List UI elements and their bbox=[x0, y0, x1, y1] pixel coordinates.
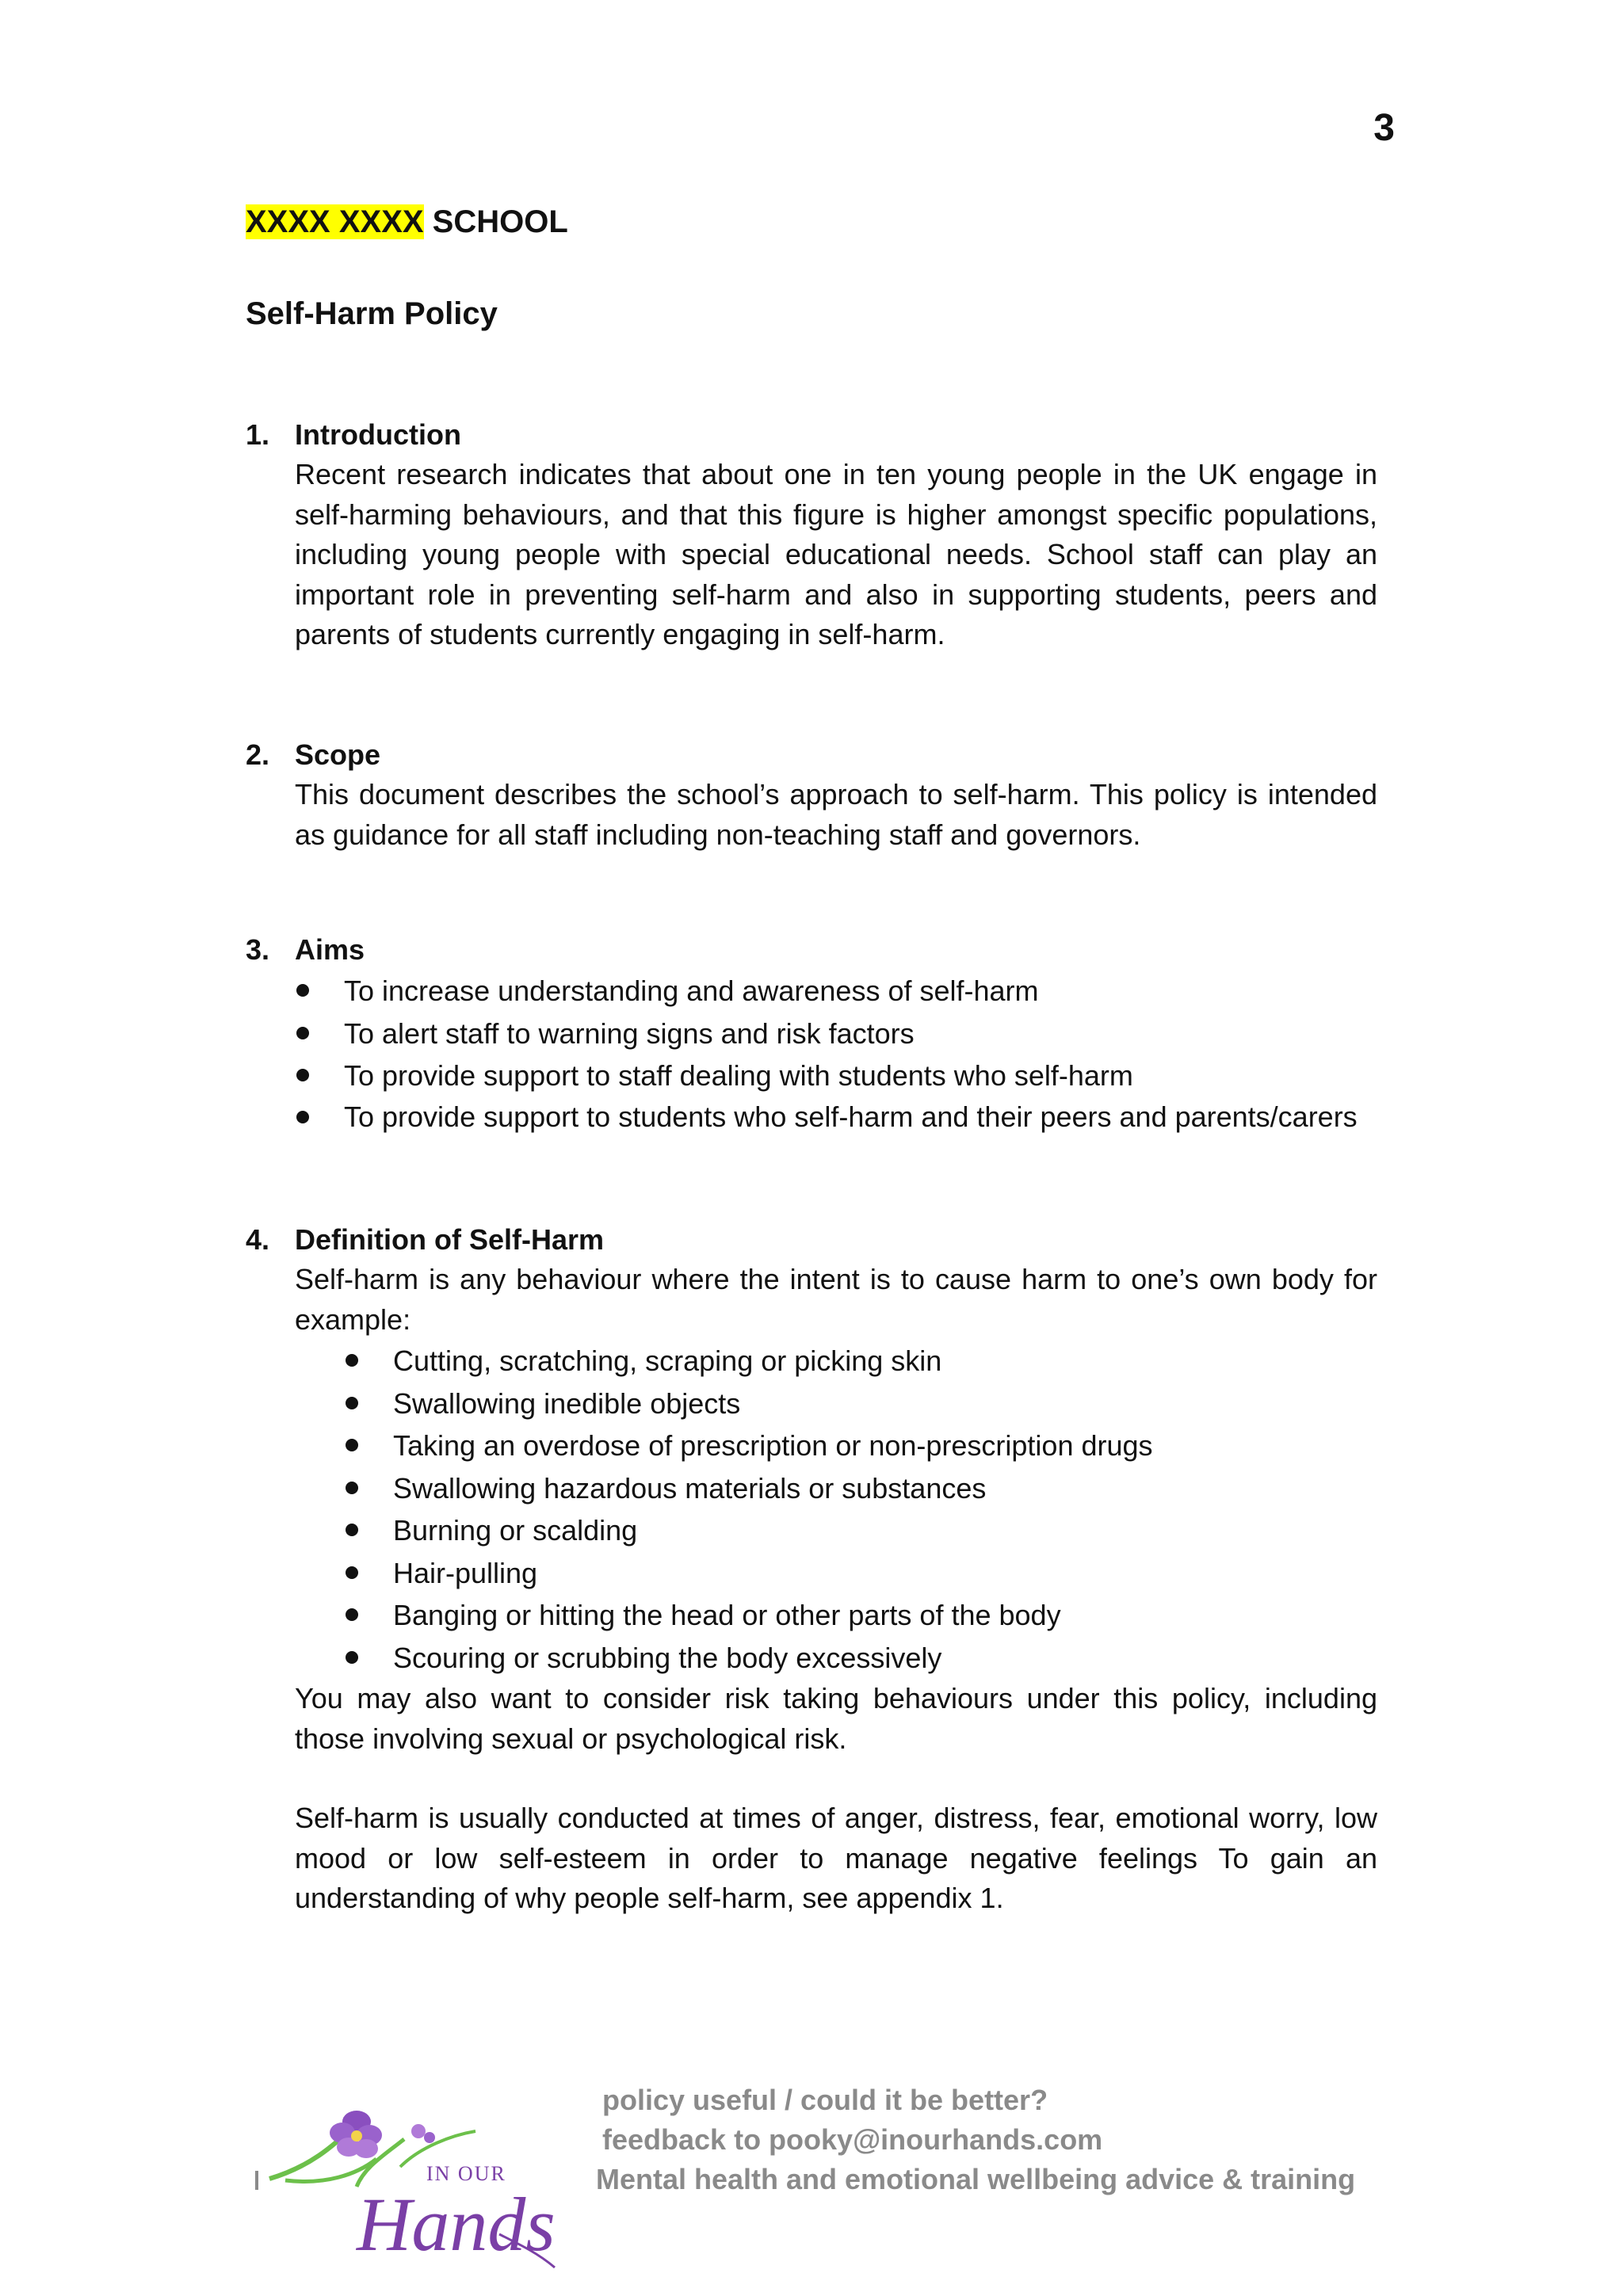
definition-intro: Self-harm is any behaviour where the intent is to cause harm to one’s own body for example: bbox=[295, 1263, 1377, 1336]
section-introduction bbox=[246, 415, 1377, 655]
section-aims bbox=[246, 930, 1377, 1137]
aim-text: To increase understanding and awareness of self-harm bbox=[344, 974, 1039, 1007]
logo-large-text: Hands bbox=[357, 2182, 556, 2267]
section-heading bbox=[246, 735, 1377, 775]
section-scope bbox=[246, 735, 1377, 855]
in-our-hands-logo bbox=[238, 2092, 602, 2275]
section-heading bbox=[246, 1220, 1377, 1260]
section-title: Definition of Self-Harm bbox=[295, 1223, 605, 1256]
section-definition bbox=[246, 1220, 1377, 1919]
list-item bbox=[393, 1467, 1377, 1510]
bullet-icon bbox=[296, 1069, 309, 1081]
example-text: Scouring or scrubbing the body excessively bbox=[393, 1641, 942, 1674]
aims-list bbox=[344, 970, 1377, 1137]
paragraph-gap bbox=[246, 1759, 1377, 1798]
section-heading bbox=[246, 930, 1377, 970]
list-item bbox=[344, 970, 1377, 1013]
list-item bbox=[393, 1552, 1377, 1595]
example-text: Swallowing inedible objects bbox=[393, 1386, 741, 1420]
definition-after-text: You may also want to consider risk taking behaviours under this policy, including those involving sexual or psychological risk. bbox=[295, 1682, 1377, 1755]
policy-title: Self-Harm Policy bbox=[246, 296, 498, 331]
list-item bbox=[344, 1055, 1377, 1097]
list-item bbox=[393, 1340, 1377, 1383]
bullet-icon bbox=[346, 1482, 358, 1494]
footer-line-1: policy useful / could it be better? bbox=[602, 2084, 1048, 2116]
aim-text: To alert staff to warning signs and risk factors bbox=[344, 1016, 915, 1050]
section-number: 1. bbox=[246, 418, 270, 451]
list-item bbox=[393, 1425, 1377, 1467]
bullet-icon bbox=[296, 1027, 309, 1039]
list-item bbox=[393, 1594, 1377, 1637]
example-text: Taking an overdose of prescription or non-prescription drugs bbox=[393, 1429, 1153, 1462]
self-harm-examples-list bbox=[393, 1340, 1377, 1679]
definition-closing-text: Self-harm is usually conducted at times of anger, distress, fear, emotional worry, low mood or low self-esteem in order to manage negative feelings To gain an understanding of why people self-harm, see appendix 1. bbox=[295, 1802, 1377, 1914]
section-title: Introduction bbox=[295, 418, 461, 451]
section-title: Aims bbox=[295, 933, 365, 966]
school-title-suffix: SCHOOL bbox=[423, 204, 568, 239]
section-title: Scope bbox=[295, 738, 381, 771]
bullet-icon bbox=[346, 1439, 358, 1451]
list-item bbox=[393, 1637, 1377, 1680]
scope-text: This document describes the school’s approach to self-harm. This policy is intended as guidance for all staff including non-teaching staff and governors. bbox=[295, 778, 1377, 851]
list-item bbox=[344, 1097, 1377, 1138]
logo-small-text: IN OUR bbox=[426, 2162, 506, 2185]
example-text: Cutting, scratching, scraping or picking skin bbox=[393, 1344, 942, 1377]
bullet-icon bbox=[346, 1397, 358, 1409]
bullet-icon bbox=[346, 1608, 358, 1621]
list-item bbox=[393, 1383, 1377, 1425]
bullet-icon bbox=[346, 1524, 358, 1536]
introduction-text: Recent research indicates that about one in ten young people in the UK engage in self-harming behaviours, and that this figure is higher amongst specific populations, including young people with special educational needs. School staff can play an important role in preventing self-harm and also in supporting students, peers and parents of students currently engaging in self-harm. bbox=[295, 458, 1377, 650]
school-title bbox=[246, 201, 568, 242]
list-item bbox=[393, 1509, 1377, 1552]
bullet-icon bbox=[346, 1354, 358, 1367]
bullet-icon bbox=[296, 1111, 309, 1123]
example-text: Burning or scalding bbox=[393, 1514, 638, 1547]
section-number: 3. bbox=[246, 933, 270, 966]
school-name-placeholder: XXXX XXXX bbox=[246, 204, 424, 239]
bullet-icon bbox=[296, 984, 309, 997]
section-heading bbox=[246, 415, 1377, 455]
aim-text: To provide support to staff dealing with students who self-harm bbox=[344, 1059, 1133, 1092]
page-number: 3 bbox=[1373, 107, 1395, 149]
section-number: 4. bbox=[246, 1223, 270, 1256]
bullet-icon bbox=[346, 1651, 358, 1664]
bullet-icon bbox=[346, 1566, 358, 1579]
footer-email-line: feedback to pooky@inourhands.com bbox=[602, 2123, 1103, 2156]
list-item bbox=[344, 1013, 1377, 1055]
aim-text: To provide support to students who self-harm and their peers and parents/carers bbox=[344, 1100, 1358, 1133]
example-text: Swallowing hazardous materials or substances bbox=[393, 1471, 987, 1505]
example-text: Hair-pulling bbox=[393, 1556, 538, 1589]
example-text: Banging or hitting the head or other parts of the body bbox=[393, 1599, 1061, 1631]
section-number: 2. bbox=[246, 738, 270, 771]
footer-tagline: Mental health and emotional wellbeing advice & training bbox=[596, 2163, 1356, 2195]
